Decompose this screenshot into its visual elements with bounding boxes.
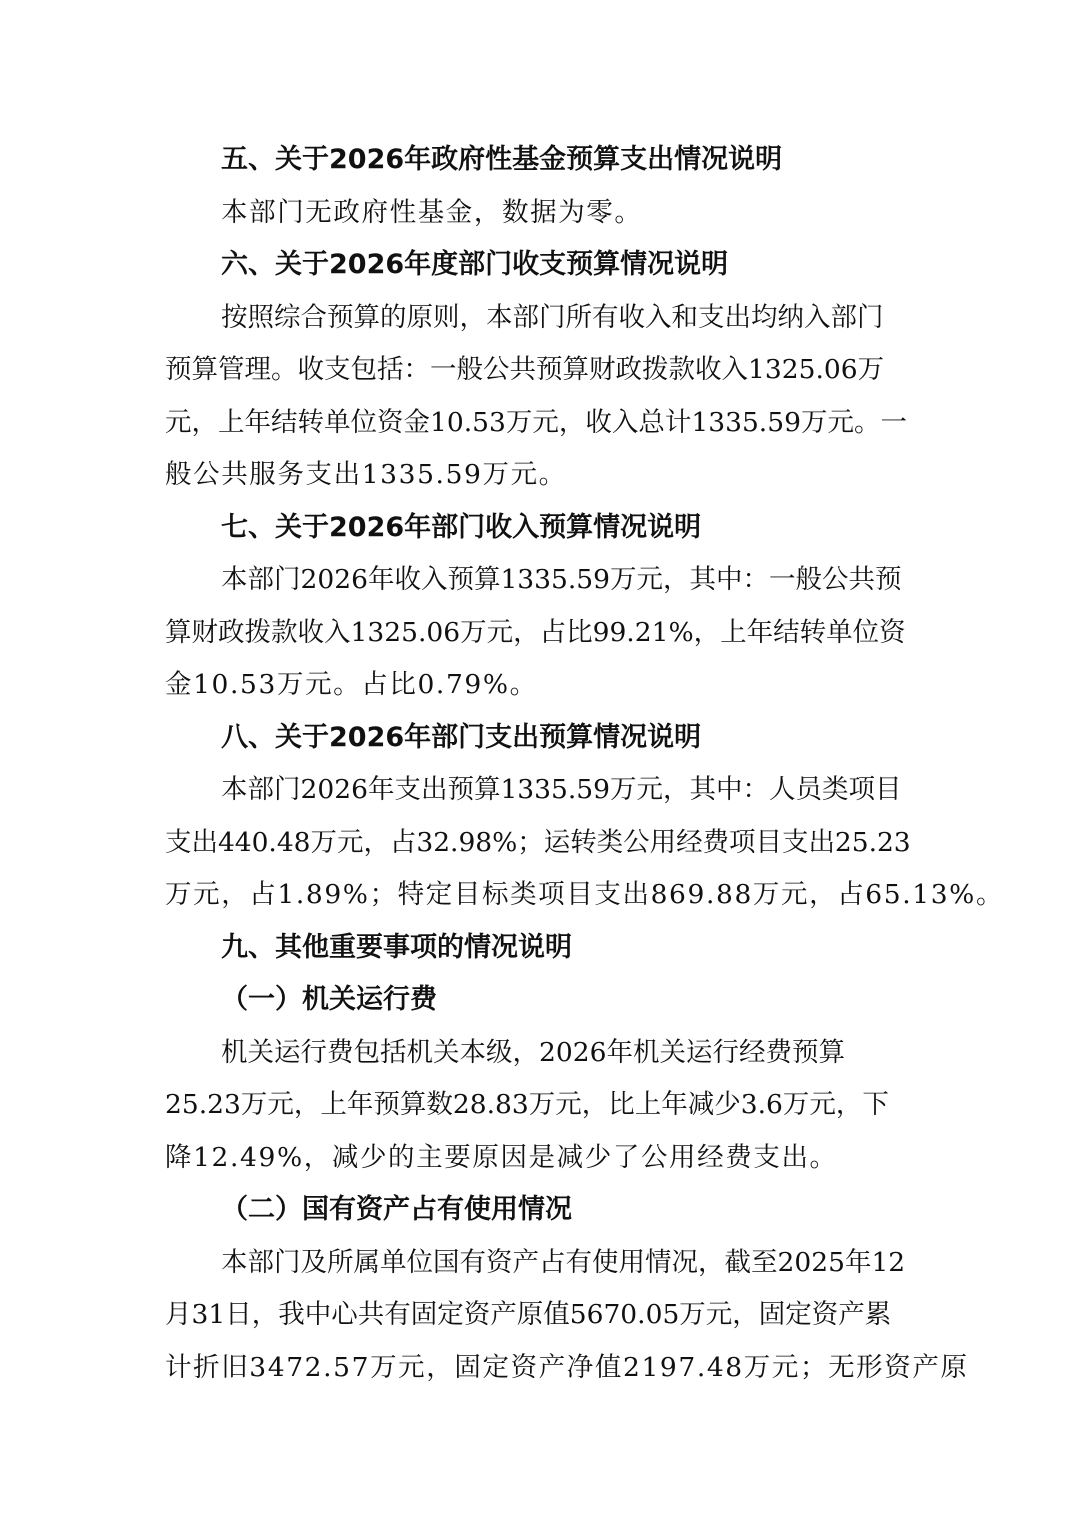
text-line: 支出440.48万元，占32.98%；运转类公用经费项目支出25.23 (165, 826, 911, 858)
text-line: 按照综合预算的原则，本部门所有收入和支出均纳入部门 (221, 301, 884, 333)
text-line: 本部门及所属单位国有资产占有使用情况，截至2025年12 (221, 1246, 906, 1278)
section-heading-8: 八、关于2026年部门支出预算情况说明 (221, 721, 702, 753)
text-line: 本部门2026年收入预算1335.59万元，其中：一般公共预 (221, 564, 902, 595)
section-heading-9: 九、其他重要事项的情况说明 (221, 931, 572, 963)
section-body-7 (165, 554, 911, 712)
section-heading-6: 六、关于2026年度部门收支预算情况说明 (221, 249, 729, 280)
section-body-8 (165, 764, 1005, 922)
text-line: 本部门无政府性基金，数据为零。 (221, 196, 643, 228)
text-line: 25.23万元，上年预算数28.83万元，比上年减少3.6万元，下 (165, 1089, 889, 1120)
text-line: 般公共服务支出1335.59万元。 (165, 459, 567, 490)
section-heading-7: 七、关于2026年部门收入预算情况说明 (221, 511, 702, 543)
document-content (165, 134, 1005, 1394)
subsection-heading-1: （一）机关运行费 (221, 984, 437, 1015)
text-line: 计折旧3472.57万元，固定资产净值2197.48万元；无形资产原 (165, 1351, 969, 1383)
text-line: 本部门2026年支出预算1335.59万元，其中：人员类项目 (221, 774, 902, 805)
subsection-body-1 (165, 1027, 911, 1185)
subsection-heading-2: （二）国有资产占有使用情况 (221, 1194, 572, 1225)
section-body-6 (165, 292, 911, 502)
text-line: 降12.49%，减少的主要原因是减少了公用经费支出。 (165, 1141, 838, 1173)
text-line: 万元，占1.89%；特定目标类项目支出869.88万元，占65.13%。 (165, 879, 1005, 910)
section-heading-5: 五、关于2026年政府性基金预算支出情况说明 (221, 144, 783, 175)
text-line: 算财政拨款收入1325.06万元，占比99.21%，上年结转单位资 (165, 616, 906, 648)
section-body-5 (165, 187, 911, 240)
subsection-body-2 (165, 1237, 969, 1395)
text-line: 月31日，我中心共有固定资产原值5670.05万元，固定资产累 (165, 1299, 892, 1330)
text-line: 预算管理。收支包括：一般公共预算财政拨款收入1325.06万 (165, 354, 885, 385)
text-line: 元，上年结转单位资金10.53万元，收入总计1335.59万元。一 (165, 406, 907, 438)
text-line: 机关运行费包括机关本级，2026年机关运行经费预算 (221, 1036, 845, 1068)
text-line: 金10.53万元。占比0.79%。 (165, 669, 538, 700)
